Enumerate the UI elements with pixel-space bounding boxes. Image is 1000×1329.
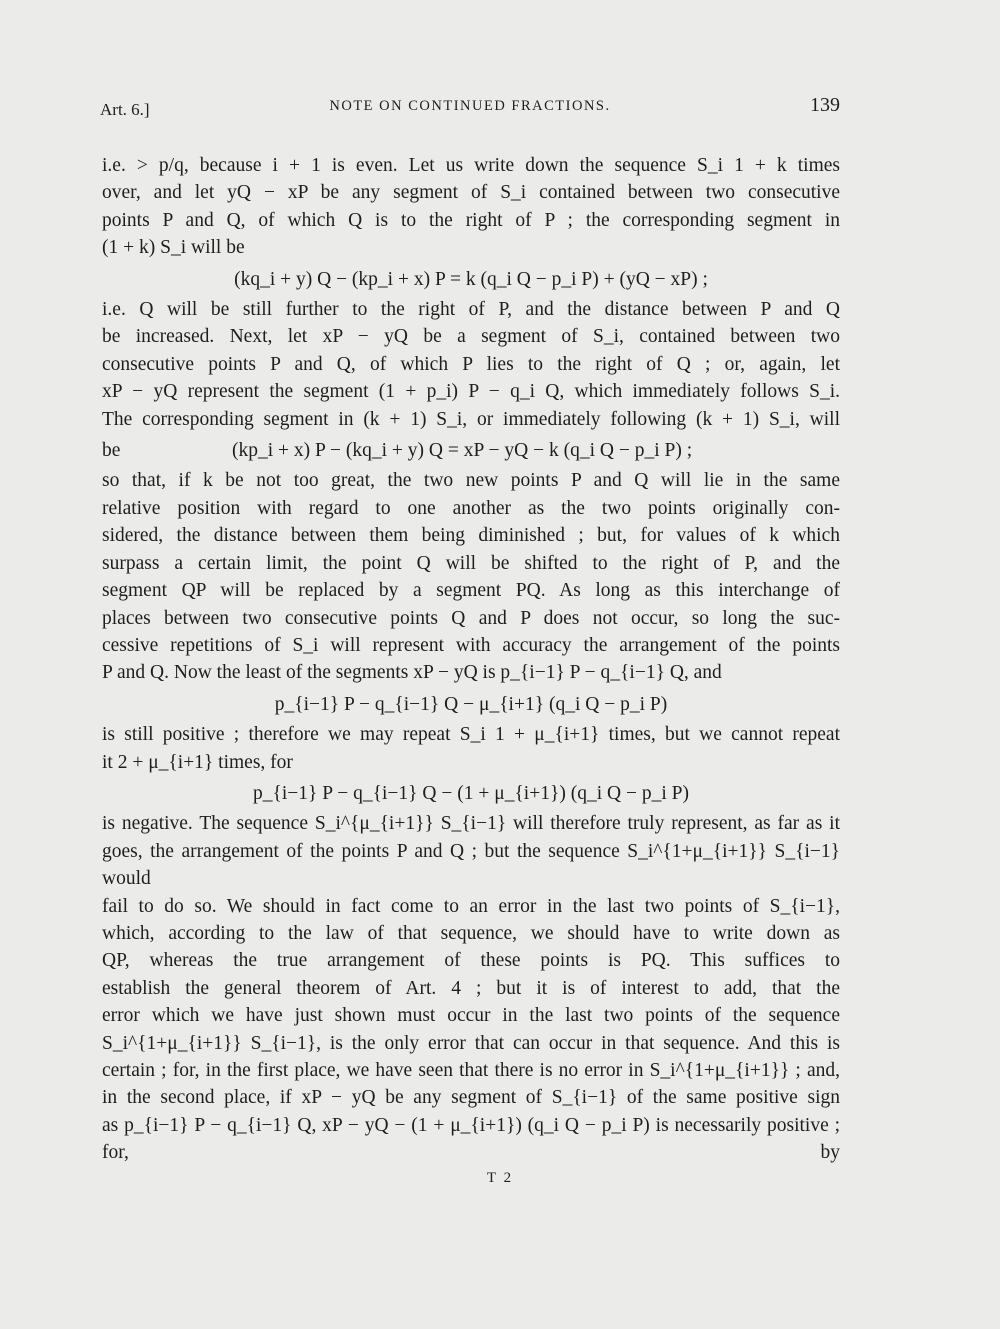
display-equation: (kp_i + x) P − (kq_i + y) Q = xP − yQ − k (q_i Q − p_i P) ; [232,440,693,462]
text-line: S_i^{1+μ_{i+1}} S_{i−1}, is the only error that can occur in that sequence. And this is [102,1032,840,1054]
text-line: P and Q. Now the least of the segments xP − yQ is p_{i−1} P − q_{i−1} Q, and [102,662,722,684]
article-reference: Art. 6.] [100,100,150,119]
text-line: QP, whereas the true arrangement of these points is PQ. This suffices to [102,950,840,972]
text-line: relative position with regard to one another as the two points originally con- [102,497,840,519]
running-title: NOTE ON CONTINUED FRACTIONS. [329,98,611,114]
text-line: is still positive ; therefore we may repeat S_i 1 + μ_{i+1} times, but we cannot repeat [102,724,840,746]
text-line: is negative. The sequence S_i^{μ_{i+1}} S_{i−1} will therefore truly represent, as far as it [102,813,840,835]
text-line: sidered, the distance between them being diminished ; but, for values of k which [102,525,840,547]
be-word: be [102,440,121,462]
text-line: over, and let yQ − xP be any segment of S_i contained between two consecutive [102,182,840,204]
text-line: as p_{i−1} P − q_{i−1} Q, xP − yQ − (1 + μ_{i+1}) (q_i Q − p_i P) is necessarily positive ; for, by [102,1114,840,1164]
text-line: The corresponding segment in (k + 1) S_i, or immediately following (k + 1) S_i, will [102,408,840,430]
text-line: cessive repetitions of S_i will represent with accuracy the arrangement of the points [102,634,840,656]
text-line: (1 + k) S_i will be [102,237,245,259]
text-line: in the second place, if xP − yQ be any segment of S_{i−1} of the same positive sign [102,1087,840,1109]
text-line: i.e. Q will be still further to the right of P, and the distance between P and Q [102,299,840,321]
text-line: segment QP will be replaced by a segment PQ. As long as this interchange of [102,580,840,602]
text-line: goes, the arrangement of the points P and Q ; but the sequence S_i^{1+μ_{i+1}} S_{i−1} would [102,840,840,890]
text-line: it 2 + μ_{i+1} times, for [102,751,293,773]
text-line: points P and Q, of which Q is to the right of P ; the corresponding segment in [102,209,840,231]
text-line: error which we have just shown must occur in the last two points of the sequence [102,1005,840,1027]
text-line: which, according to the law of that sequence, we should have to write down as [102,922,840,944]
text-line: places between two consecutive points Q and P does not occur, so long the suc- [102,607,840,629]
signature-mark: T 2 [486,1170,514,1186]
display-equation: p_{i−1} P − q_{i−1} Q − (1 + μ_{i+1}) (q_i Q − p_i P) [253,782,689,804]
display-equation: p_{i−1} P − q_{i−1} Q − μ_{i+1} (q_i Q − p_i P) [274,693,668,715]
text-line: fail to do so. We should in fact come to an error in the last two points of S_{i−1}, [102,895,840,917]
text-line: so that, if k be not too great, the two new points P and Q will lie in the same [102,470,840,492]
text-line: certain ; for, in the first place, we have seen that there is no error in S_i^{1+μ_{i+1}} ; and, [102,1060,840,1081]
text-line: i.e. > p/q, because i + 1 is even. Let us write down the sequence S_i 1 + k times [102,155,840,176]
text-line: xP − yQ represent the segment (1 + p_i) P − q_i Q, which immediately follows S_i. [102,381,840,403]
running-head [100,94,840,128]
text-line: consecutive points P and Q, of which P lies to the right of Q ; or, again, let [102,353,840,375]
body-text [102,152,840,1167]
text-line: establish the general theorem of Art. 4 ; but it is of interest to add, that the [102,977,840,999]
text-line: be increased. Next, let xP − yQ be a segment of S_i, contained between two [102,326,840,348]
text-line: surpass a certain limit, the point Q will be shifted to the right of P, and the [102,552,840,574]
page-number: 139 [810,94,840,116]
display-equation: (kq_i + y) Q − (kp_i + x) P = k (q_i Q − p_i P) + (yQ − xP) ; [234,268,708,290]
display-equation-row [102,437,840,464]
